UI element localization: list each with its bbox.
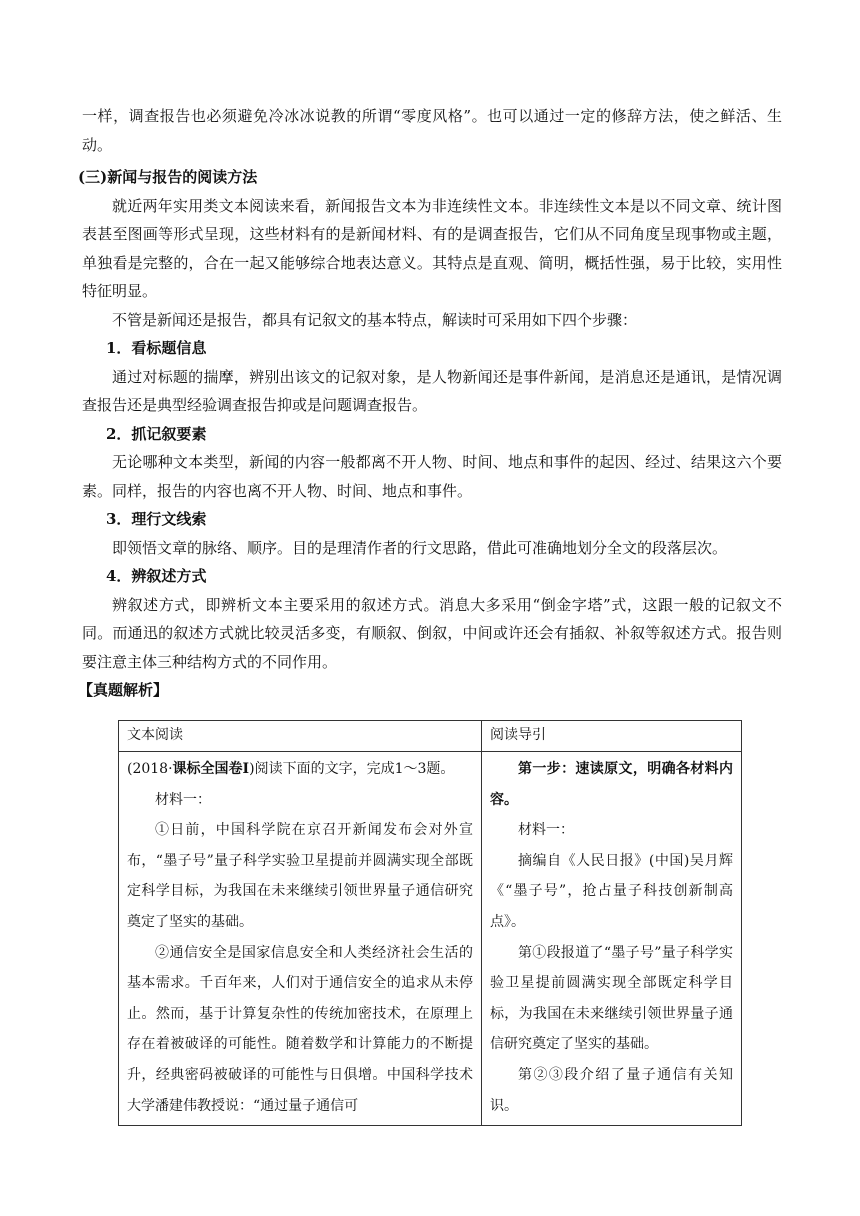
material-paragraph-1: ①日前，中国科学院在京召开新闻发布会对外宣布，“墨子号”量子科学实验卫星提前并圆满实现全部既定科学目标，为我国在未来继续引领世界量子通信研究奠定了坚实的基础。 [127, 822, 473, 930]
intro-suffix: )阅读下面的文字，完成1～3题。 [249, 761, 455, 777]
guide-paragraph-2: 第②③段介绍了量子通信有关知识。 [490, 1066, 733, 1114]
material-paragraph-2: ②通信安全是国家信息安全和人类经济社会生活的基本需求。千百年来，人们对于通信安全的追求从未停止。然而，基于计算复杂性的传统加密技术，在原理上存在着被破译的可能性。随着数学和计算能力的不断提升，经典密码被破译的可能性与日俱增。中国科学技术大学潘建伟教授说：“通过量子通信可 [127, 944, 473, 1114]
step-1-text: 通过对标题的揣摩，辨别出该文的记叙对象，是人物新闻还是事件新闻，是消息还是通讯，是情况调查报告还是典型经验调查报告抑或是问题调查报告。 [82, 367, 782, 414]
analysis-table [118, 720, 742, 1126]
step-3-title: 3．理行文线索 [106, 510, 207, 528]
analysis-title: 【真题解析】 [78, 681, 169, 699]
table-row [119, 752, 742, 1126]
intro-prefix: (2018· [127, 761, 173, 777]
header-text-reading: 文本阅读 [119, 721, 482, 752]
guide-step-title: 第一步：速读原文，明确各材料内容。 [490, 761, 733, 808]
material-source: 摘编自《人民日报》(中国)吴月辉《“墨子号”，抢占量子科技创新制高点》。 [490, 852, 733, 930]
guide-paragraph-1: 第①段报道了“墨子号”量子科学实验卫星提前圆满实现全部既定科学目标，为我国在未来继续引领世界量子通信研究奠定了坚实的基础。 [490, 944, 733, 1053]
step-2-title: 2．抓记叙要素 [106, 424, 207, 443]
step-1-title: 1．看标题信息 [106, 339, 207, 357]
paragraph-3: 不管是新闻还是报告，都具有记叙文的基本特点，解读时可采用如下四个步骤： [112, 310, 638, 329]
table-header-row [119, 721, 742, 752]
step-2-text: 无论哪种文本类型，新闻的内容一般都离不开人物、时间、地点和事件的起因、经过、结果这六个要素。同样，报告的内容也离不开人物、时间、地点和事件。 [82, 453, 782, 500]
step-3-text: 即领悟文章的脉络、顺序。目的是理清作者的行文思路，借此可准确地划分全文的段落层次。 [112, 538, 728, 557]
intro-source: 课标全国卷Ⅰ [172, 761, 250, 777]
paragraph-2: 就近两年实用类文本阅读来看，新闻报告文本为非连续性文本。非连续性文本是以不同文章、统计图表甚至图画等形式呈现，这些材料有的是新闻材料、有的是调查报告，它们从不同角度呈现事物或主题，单独看是完整的，合在一起又能够综合地表达意义。其特点是直观、简明，概括性强，易于比较，实用性特征明显。 [82, 196, 782, 300]
question-intro [127, 754, 473, 785]
header-reading-guide: 阅读导引 [482, 721, 742, 752]
reading-guide-cell [482, 752, 742, 1126]
document-body [78, 102, 782, 705]
text-reading-cell [119, 752, 482, 1126]
material-label-right: 材料一： [518, 822, 574, 839]
step-4-title: 4．辨叙述方式 [106, 567, 207, 585]
material-label-left: 材料一： [155, 791, 211, 808]
section-3-title: (三)新闻与报告的阅读方法 [78, 168, 258, 186]
step-4-text: 辨叙述方式，即辨析文本主要采用的叙述方式。消息大多采用“倒金字塔”式，这跟一般的记叙文不同。而通迅的叙述方式就比较灵活多变，有顺叙、倒叙，中间或许还会有插叙、补叙等叙述方式。报告则要注意主体三种结构方式的不同作用。 [82, 595, 782, 671]
paragraph-1: 一样，调查报告也必须避免冷冰冰说教的所谓“零度风格”。也可以通过一定的修辞方法，使之鲜活、生动。 [82, 107, 782, 154]
